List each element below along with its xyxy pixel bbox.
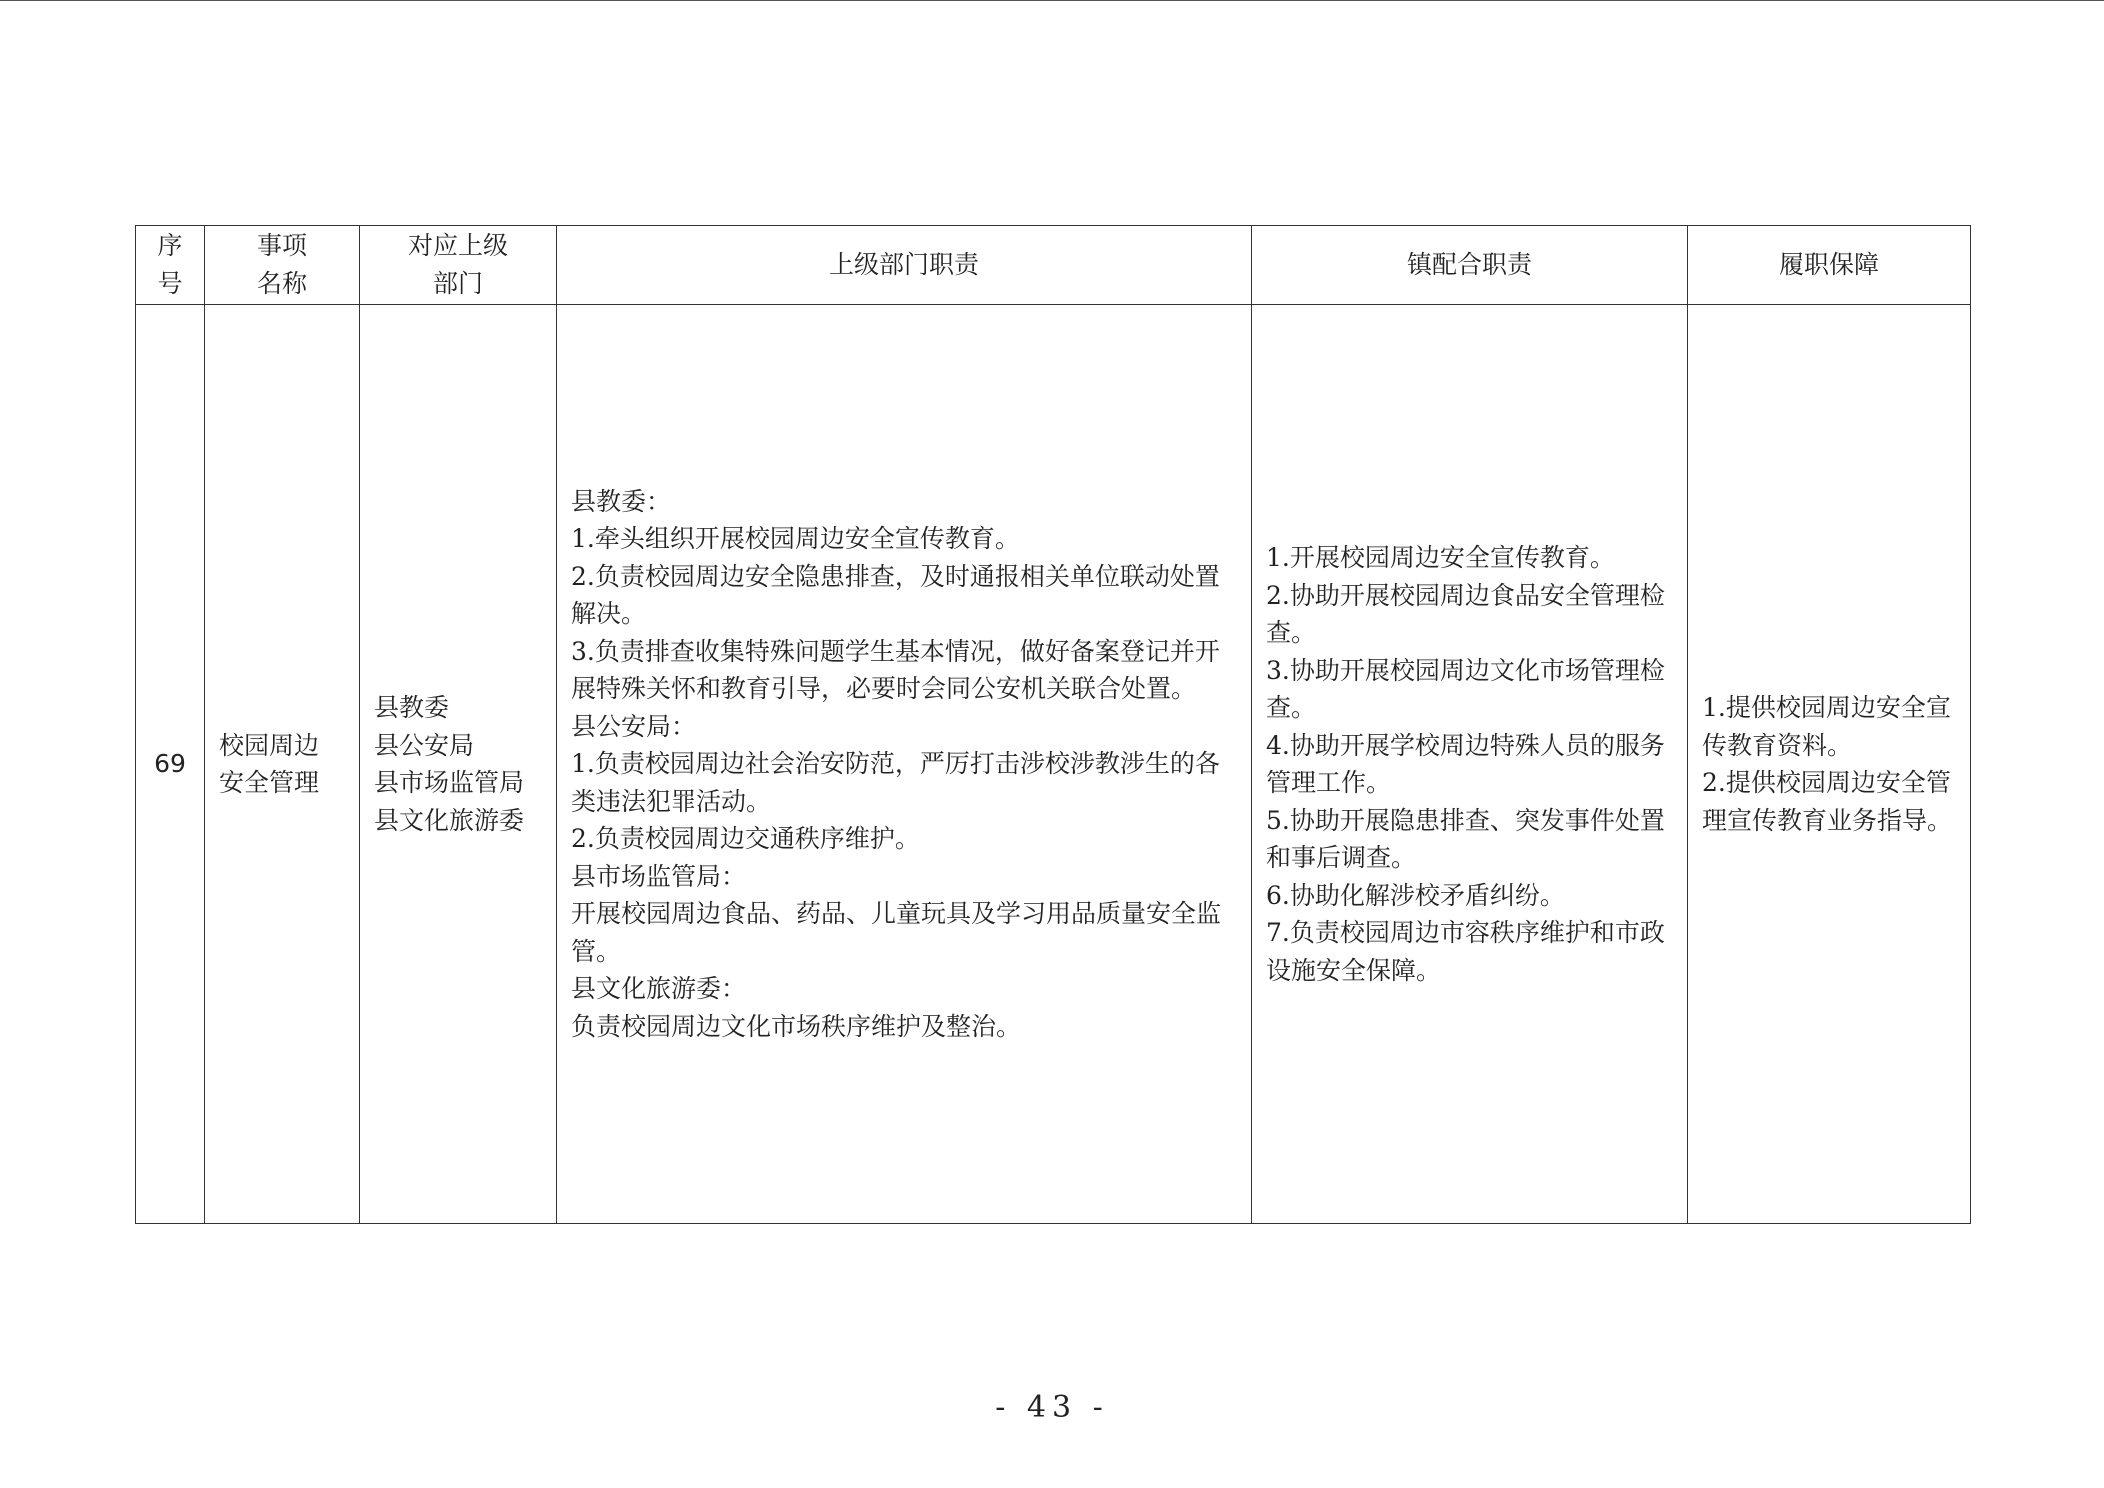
duty-line: 负责校园周边文化市场秩序维护及整治。 (571, 1011, 1022, 1041)
duty-line: 1.牵头组织开展校园周边安全宣传教育。 (571, 524, 1020, 554)
duty-line: 开展校园周边食品、药品、儿童玩具及学习用品质量安全监管。 (571, 899, 1222, 966)
header-guarantee: 履职保障 (1688, 226, 1971, 305)
header-row (136, 226, 1971, 305)
header-upper-dept: 对应上级 部门 (360, 226, 557, 305)
duty-line: 2.负责校园周边安全隐患排查，及时通报相关单位联动处置解决。 (571, 561, 1220, 629)
duty-line: 7.负责校园周边市容秩序维护和市政设施安全保障。 (1266, 918, 1665, 985)
duty-line: 县市场监管局： (571, 861, 747, 891)
top-border-line (0, 0, 2104, 1)
duty-line: 县教委： (571, 486, 672, 516)
header-upper-duty: 上级部门职责 (557, 226, 1252, 305)
header-item-name: 事项 名称 (205, 226, 360, 305)
duty-line: 1.提供校园周边安全宣传教育资料。 (1702, 693, 1951, 760)
duty-line: 1.开展校园周边安全宣传教育。 (1266, 543, 1615, 572)
duty-line: 2.协助开展校园周边食品安全管理检查。 (1266, 580, 1665, 647)
table-row (136, 305, 1971, 1224)
cell-upper-duty (557, 305, 1252, 1224)
cell-item-name: 校园周边 安全管理 (205, 305, 360, 1224)
cell-guarantee (1688, 305, 1971, 1224)
duty-line: 3.负责排查收集特殊问题学生基本情况，做好备案登记并开展特殊关怀和教育引导，必要时会同公安机关联合处置。 (571, 636, 1220, 704)
duty-line: 5.协助开展隐患排查、突发事件处置和事后调查。 (1266, 805, 1665, 872)
duty-line: 2.负责校园周边交通秩序维护。 (571, 824, 920, 854)
header-town-duty: 镇配合职责 (1252, 226, 1688, 305)
duty-line: 3.协助开展校园周边文化市场管理检查。 (1266, 655, 1665, 722)
cell-seq: 69 (136, 305, 205, 1224)
duty-line: 4.协助开展学校周边特殊人员的服务管理工作。 (1266, 730, 1665, 797)
duty-table (135, 225, 1971, 1224)
duty-line: 1.负责校园周边社会治安防范，严厉打击涉校涉教涉生的各类违法犯罪活动。 (571, 749, 1220, 816)
header-seq: 序 号 (136, 226, 205, 305)
cell-town-duty (1252, 305, 1688, 1224)
duty-line: 县公安局： (571, 711, 697, 741)
duty-line: 县文化旅游委： (571, 974, 747, 1004)
duty-line: 6.协助化解涉校矛盾纠纷。 (1266, 880, 1565, 910)
duty-line: 2.提供校园周边安全管理宣传教育业务指导。 (1702, 768, 1953, 835)
page-number: - 43 - (995, 1390, 1109, 1425)
cell-upper-dept: 县教委 县公安局 县市场监管局 县文化旅游委 (360, 305, 557, 1224)
